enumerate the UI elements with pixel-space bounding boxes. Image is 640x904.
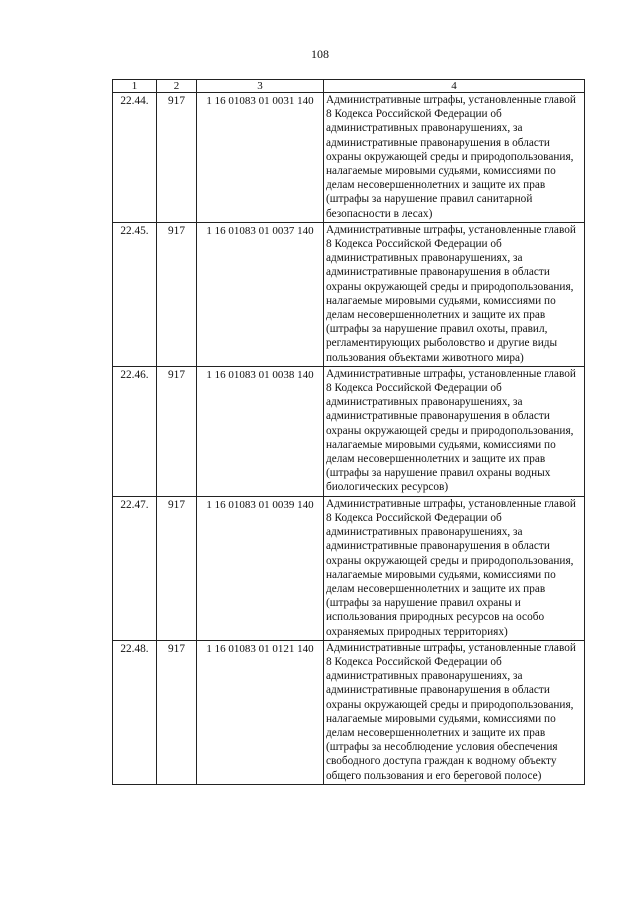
row-description: Административные штрафы, установленные главой 8 Кодекса Российской Федерации об административных правонарушениях, за административные правонарушения в области охраны окружающей среды и природопользования, налагаемые мировыми судьями, комиссиями по делам несовершеннолетних и защите их прав (штрафы за нарушение правил охраны и использования природных ресурсов на особо охраняемых природных территориях) [324,496,585,640]
row-admin-code: 917 [157,366,197,496]
row-kbk-code: 1 16 01083 01 0038 140 [197,366,324,496]
table-row [113,366,585,496]
row-description: Административные штрафы, установленные главой 8 Кодекса Российской Федерации об административных правонарушениях, за административные правонарушения в области охраны окружающей среды и природопользования, налагаемые мировыми судьями, комиссиями по делам несовершеннолетних и защите их прав (штрафы за несоблюдение условия обеспечения свободного доступа граждан к водному объекту общего пользования и его береговой полосе) [324,640,585,784]
row-kbk-code: 1 16 01083 01 0121 140 [197,640,324,784]
page-number: 108 [311,47,329,61]
column-header-1: 1 [113,80,157,93]
table-row [113,93,585,223]
row-index: 22.44. [113,93,157,223]
row-description: Административные штрафы, установленные главой 8 Кодекса Российской Федерации об административных правонарушениях, за административные правонарушения в области охраны окружающей среды и природопользования, налагаемые мировыми судьями, комиссиями по делам несовершеннолетних и защите их прав (штрафы за нарушение правил охоты, правил, регламентирующих рыболовство и другие виды пользования объектами животного мира) [324,222,585,366]
budget-codes-table [112,79,585,785]
table-row [113,222,585,366]
row-index: 22.48. [113,640,157,784]
row-admin-code: 917 [157,640,197,784]
row-index: 22.45. [113,222,157,366]
column-header-4: 4 [324,80,585,93]
row-kbk-code: 1 16 01083 01 0031 140 [197,93,324,223]
row-index: 22.46. [113,366,157,496]
column-header-3: 3 [197,80,324,93]
table-header-row [113,80,585,93]
row-admin-code: 917 [157,93,197,223]
row-admin-code: 917 [157,496,197,640]
row-description: Административные штрафы, установленные главой 8 Кодекса Российской Федерации об административных правонарушениях, за административные правонарушения в области охраны окружающей среды и природопользования, налагаемые мировыми судьями, комиссиями по делам несовершеннолетних и защите их прав (штрафы за нарушение правил охраны водных биологических ресурсов) [324,366,585,496]
column-header-2: 2 [157,80,197,93]
table-body [113,93,585,785]
row-description: Административные штрафы, установленные главой 8 Кодекса Российской Федерации об административных правонарушениях, за административные правонарушения в области охраны окружающей среды и природопользования, налагаемые мировыми судьями, комиссиями по делам несовершеннолетних и защите их прав (штрафы за нарушение правил санитарной безопасности в лесах) [324,93,585,223]
table-row [113,640,585,784]
row-kbk-code: 1 16 01083 01 0037 140 [197,222,324,366]
row-admin-code: 917 [157,222,197,366]
table-header [113,80,585,93]
row-kbk-code: 1 16 01083 01 0039 140 [197,496,324,640]
row-index: 22.47. [113,496,157,640]
table-row [113,496,585,640]
